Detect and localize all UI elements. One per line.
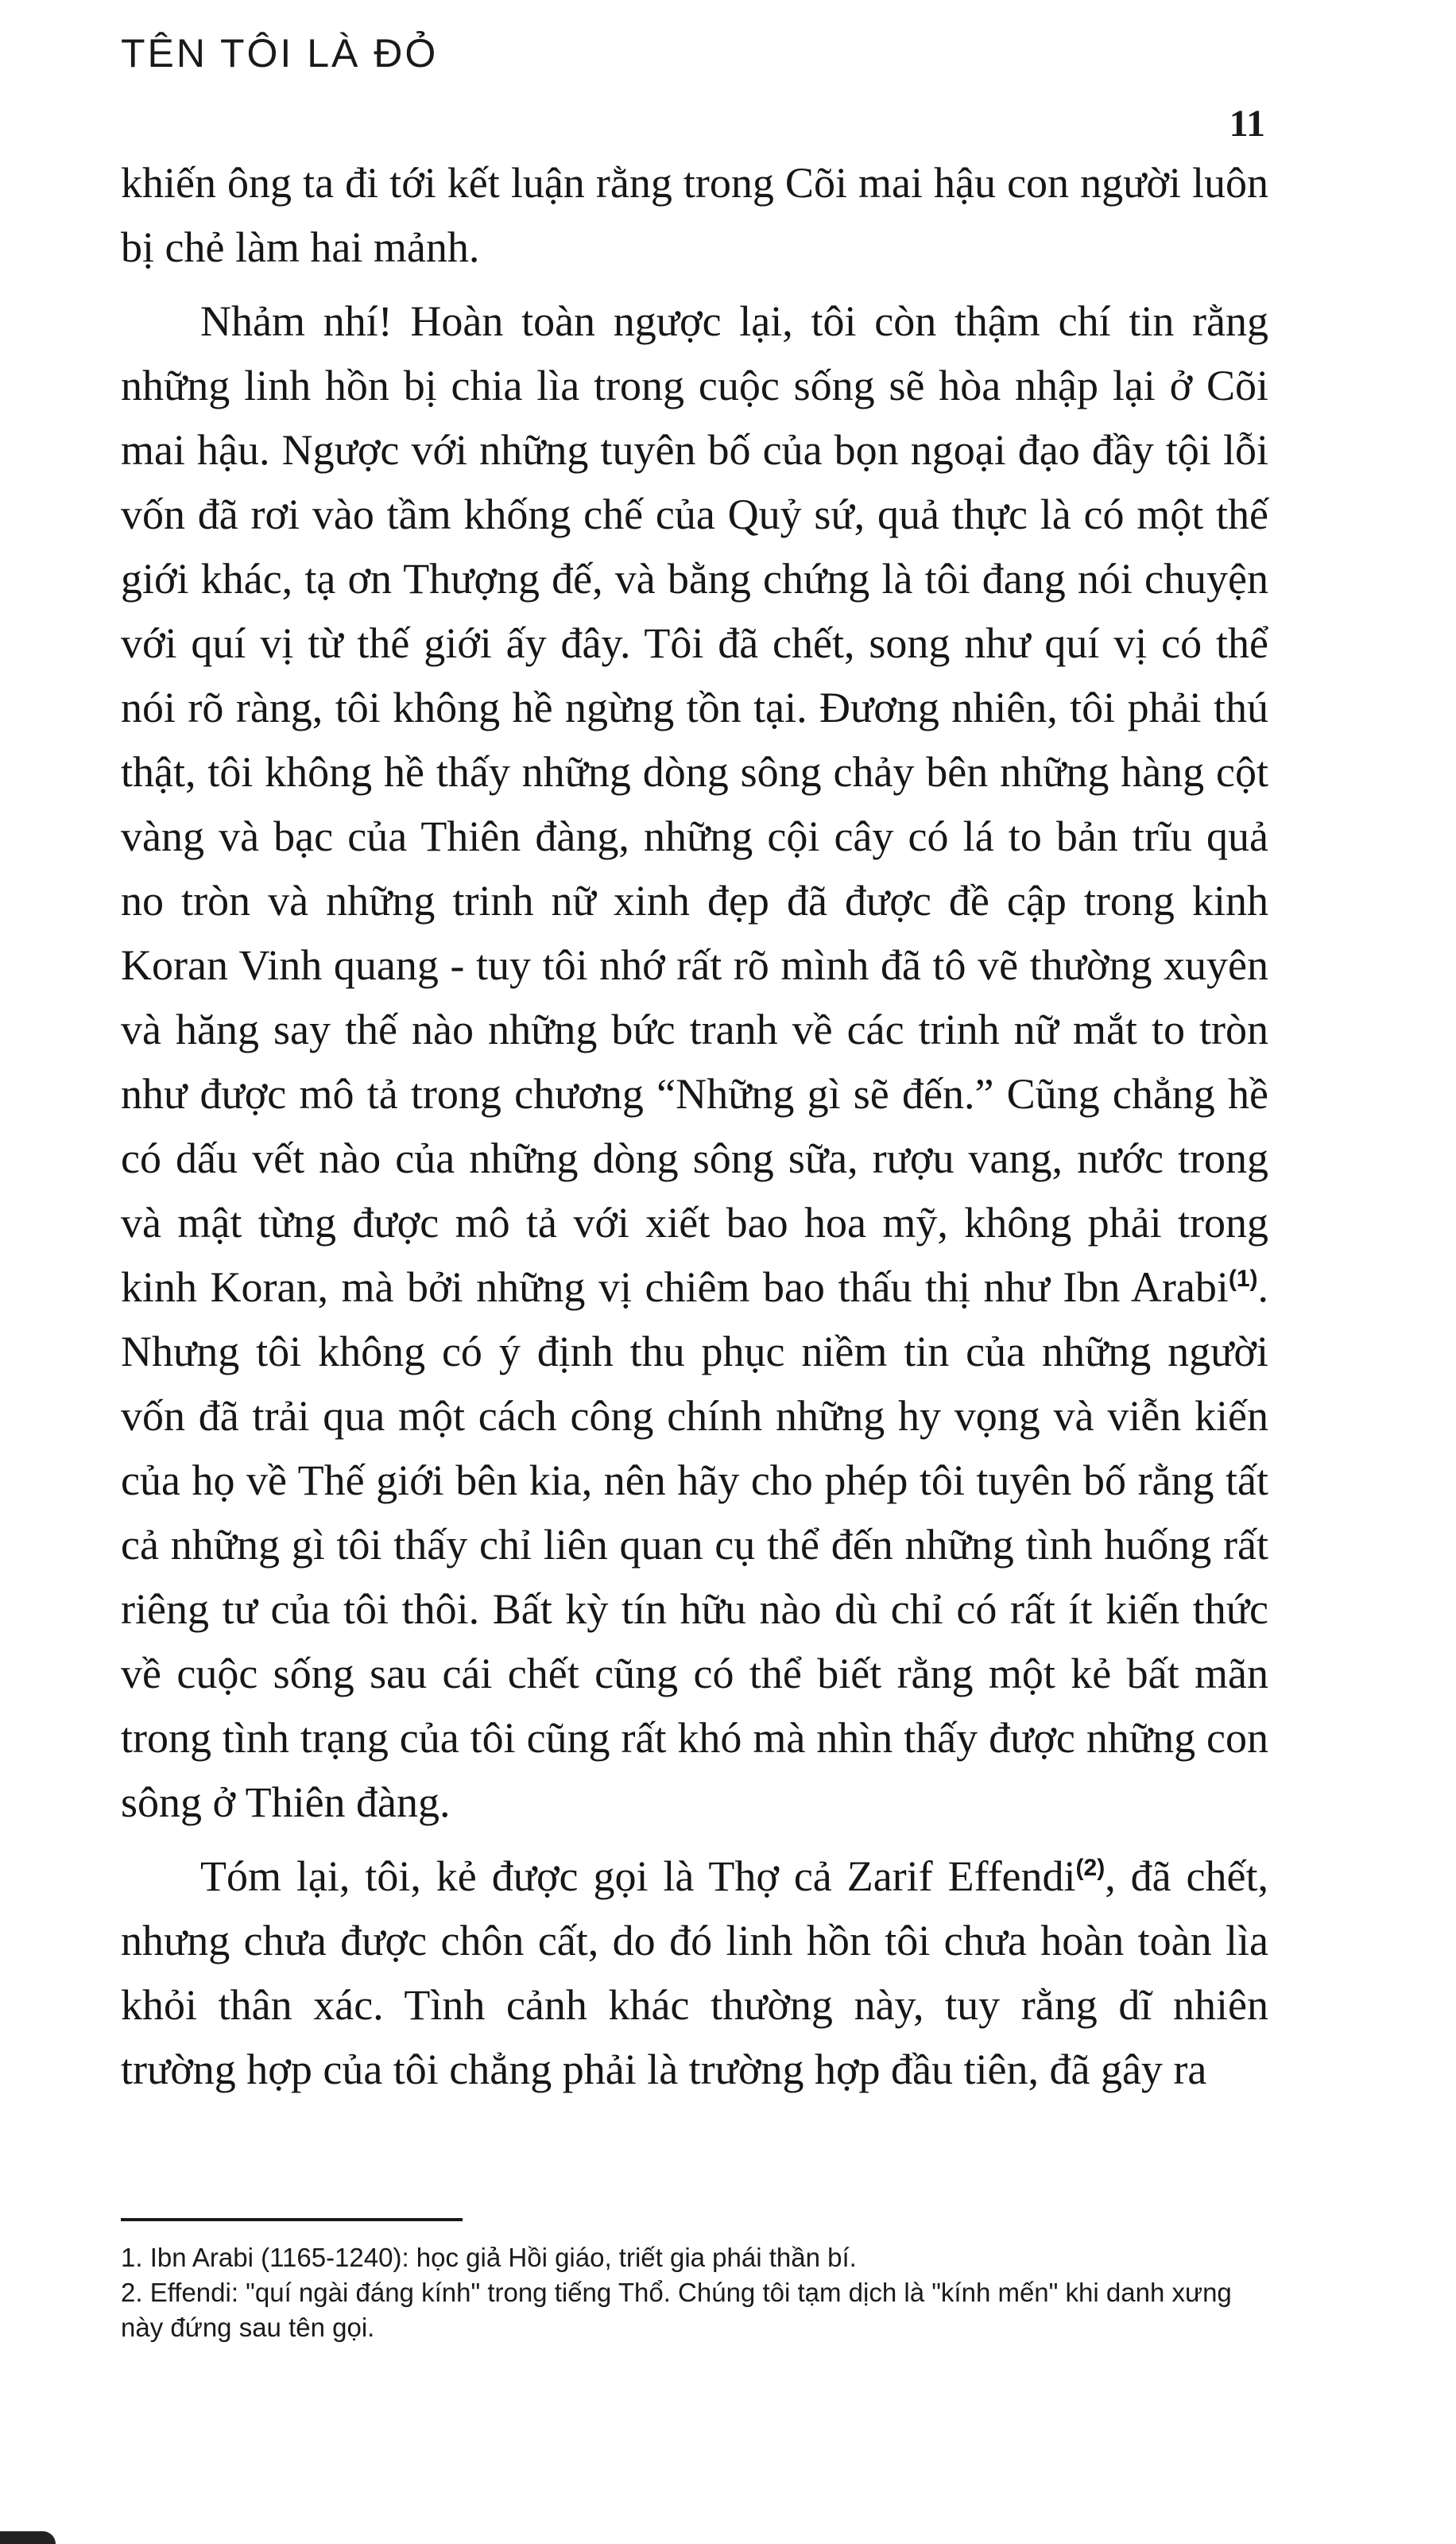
paragraph-2-text-a: Nhảm nhí! Hoàn toàn ngược lại, tôi còn thậm chí tin rằng những linh hồn bị chia lìa trong cuộc sống sẽ hòa nhập lại ở Cõi mai hậu. Ngược với những tuyên bố của bọn ngoại đạo đầy tội lỗi vốn đã rơi vào tầm khống chế của Quỷ sứ, quả thực là có một thế giới khác, tạ ơn Thượng đế, và bằng chứng là tôi đang nói chuyện với quí vị từ thế giới ấy đây. Tôi đã chết, song như quí vị có thể nói rõ ràng, tôi không hề ngừng tồn tại. Đương nhiên, tôi phải thú thật, tôi không hề thấy những dòng sông chảy bên những hàng cột vàng và bạc của Thiên đàng, những cội cây có lá to bản trĩu quả no tròn và những trinh nữ xinh đẹp đã được đề cập trong kinh Koran Vinh quang - tuy tôi nhớ rất rõ mình đã tô vẽ thường xuyên và hăng say thế nào những bức tranh về các trinh nữ mắt to tròn như được mô tả trong chương “Những gì sẽ đến.” Cũng chẳng hề có dấu vết nào của những dòng sông sữa, rượu vang, nước trong và mật từng được mô tả với xiết bao hoa mỹ, không phải trong kinh Koran, mà bởi những vị chiêm bao thấu thị như Ibn Arabi — [121, 297, 1268, 1311]
footnote-2: 2. Effendi: "quí ngài đáng kính" trong tiếng Thổ. Chúng tôi tạm dịch là "kính mến" khi danh xưng này đứng sau tên gọi. — [121, 2278, 1232, 2342]
page-number: 11 — [1229, 103, 1265, 145]
footnote-1: 1. Ibn Arabi (1165-1240): học giả Hồi giáo, triết gia phái thần bí. — [121, 2243, 857, 2272]
paragraph-2-text-b: . Nhưng tôi không có ý định thu phục niềm tin của những người vốn đã trải qua một cách công chính những hy vọng và viễn kiến của họ về Thế giới bên kia, nên hãy cho phép tôi tuyên bố rằng tất cả những gì tôi thấy chỉ liên quan cụ thể đến những tình huống rất riêng tư của tôi thôi. Bất kỳ tín hữu nào dù chỉ có rất ít kiến thức về cuộc sống sau cái chết cũng có thể biết rằng một kẻ bất mãn trong tình trạng của tôi cũng rất khó mà nhìn thấy được những con sông ở Thiên đàng. — [121, 1263, 1268, 1826]
footnote-ref-1: (1) — [1228, 1266, 1258, 1292]
paragraph-1-text: khiến ông ta đi tới kết luận rằng trong Cõi mai hậu con người luôn bị chẻ làm hai mảnh. — [121, 159, 1268, 271]
running-title: TÊN TÔI LÀ ĐỎ — [121, 31, 439, 76]
body-text — [121, 151, 1268, 2112]
page-edge-shadow — [0, 2531, 56, 2544]
footnote-ref-2: (2) — [1075, 1855, 1106, 1881]
footnote-divider — [121, 2218, 463, 2221]
paragraph-3-text-a: Tóm lại, tôi, kẻ được gọi là Thợ cả Zarif Effendi — [200, 1852, 1076, 1900]
paragraph-3 — [121, 1844, 1268, 2102]
paragraph-2 — [121, 289, 1268, 1835]
paragraph-3-text-b: , đã chết, nhưng chưa được chôn cất, do đó linh hồn tôi chưa hoàn toàn lìa khỏi thân xác. Tình cảnh khác thường này, tuy rằng dĩ nhiên trường hợp của tôi chẳng phải là trường hợp đầu tiên, đã gây ra — [121, 1852, 1268, 2093]
paragraph-1 — [121, 151, 1268, 280]
footnotes — [121, 2240, 1273, 2345]
